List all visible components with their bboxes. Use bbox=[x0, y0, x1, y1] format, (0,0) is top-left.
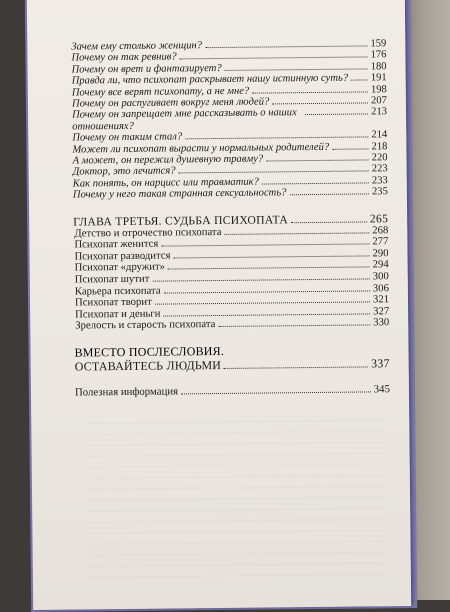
leader-dots bbox=[168, 267, 370, 270]
leader-dots bbox=[185, 137, 368, 140]
chapter-item-title: Психопат и деньги bbox=[75, 307, 161, 321]
useful-info-entry bbox=[75, 383, 390, 398]
toc-entry-page: 176 bbox=[370, 49, 387, 61]
chapter-item-page: 290 bbox=[372, 247, 389, 260]
toc-entry-title: Почему он так ревнив? bbox=[71, 51, 177, 64]
leader-dots bbox=[173, 255, 369, 258]
toc-entry-page: 218 bbox=[371, 140, 388, 153]
chapter-item-page: 294 bbox=[372, 258, 389, 271]
toc-entry-title: Почему он врет и фантазирует? bbox=[71, 62, 222, 76]
toc-entry-page: 235 bbox=[371, 186, 388, 198]
toc-entry-page: 220 bbox=[371, 152, 388, 164]
toc-entry-page: 207 bbox=[370, 95, 387, 107]
toc-entry-title: Почему все верят психопату, а не мне? bbox=[71, 85, 250, 99]
toc-entry-title: Доктор, это лечится? bbox=[72, 165, 176, 178]
leader-dots bbox=[262, 182, 369, 184]
leader-dots bbox=[305, 114, 368, 116]
chapter-item-title: Психопат шутит bbox=[74, 272, 150, 286]
toc-entry-title: Почему он запрещает мне рассказывать о наших отношениях? bbox=[72, 107, 297, 133]
afterword-title-line1: ВМЕСТО ПОСЛЕСЛОВИЯ. bbox=[74, 343, 225, 360]
leader-dots bbox=[351, 80, 368, 81]
chapter-item-title: Психопат женится bbox=[74, 237, 159, 251]
toc-entry-title: А может, он пережил душевную травму? bbox=[72, 153, 264, 167]
chapter-item-page: 327 bbox=[373, 305, 390, 318]
afterword-page: 337 bbox=[370, 355, 390, 370]
useful-info-title: Полезная информация bbox=[74, 385, 179, 399]
toc-entry-page: 233 bbox=[371, 175, 388, 187]
chapter-item-title: Карьера психопата bbox=[74, 284, 161, 298]
toc-entry-page: 198 bbox=[370, 83, 387, 96]
chapter-item-title: Психопат разводится bbox=[74, 249, 171, 263]
chapter-item-page: 321 bbox=[372, 293, 390, 306]
toc-entry-page: 191 bbox=[370, 72, 387, 84]
chapter-item-page: 330 bbox=[373, 316, 390, 329]
afterword-section bbox=[74, 343, 389, 373]
toc-entry-page: 159 bbox=[370, 38, 387, 50]
leader-dots bbox=[181, 391, 371, 394]
toc-entry-page: 180 bbox=[370, 61, 387, 73]
leader-dots bbox=[272, 102, 368, 104]
book-page bbox=[27, 0, 411, 610]
table-of-contents bbox=[71, 38, 390, 398]
leader-dots bbox=[252, 91, 368, 93]
toc-entry-title: Как понять, он нарцисс или травматик? bbox=[72, 176, 259, 190]
chapter-item-title: Зрелость и старость психопата bbox=[75, 318, 216, 332]
leader-dots bbox=[163, 313, 370, 316]
toc-entry-page: 213 bbox=[371, 106, 388, 118]
chapter-item-title: Психопат творит bbox=[74, 295, 152, 309]
chapter-items bbox=[74, 225, 389, 333]
toc-entry-title: Зачем ему столько женщин? bbox=[71, 40, 203, 53]
toc-entry-title: Почему он распугивает вокруг меня людей? bbox=[71, 96, 270, 110]
leader-dots bbox=[164, 290, 370, 293]
afterword-title-line2: ОСТАВАЙТЕСЬ ЛЮДЬМИ bbox=[74, 357, 222, 374]
chapter-item-page: 277 bbox=[372, 235, 389, 248]
leader-dots bbox=[152, 278, 369, 281]
toc-entries bbox=[71, 38, 388, 201]
chapter-section bbox=[73, 212, 389, 333]
toc-entry-title: Почему у него такая странная сексуальность? bbox=[72, 187, 287, 201]
useful-info-section bbox=[75, 383, 390, 398]
toc-entry-page: 223 bbox=[371, 163, 388, 175]
leader-dots bbox=[224, 366, 368, 369]
leader-dots bbox=[179, 171, 369, 174]
leader-dots bbox=[291, 221, 367, 223]
toc-entry-title: Правда ли, что психопат раскрывает нашу истинную суть? bbox=[71, 72, 349, 87]
show-through-texture bbox=[83, 410, 385, 583]
chapter-item-page: 268 bbox=[372, 223, 389, 237]
chapter-item bbox=[75, 318, 389, 333]
toc-entry bbox=[73, 187, 388, 202]
leader-dots bbox=[161, 244, 369, 247]
chapter-item-title: Детство и отрочество психопата bbox=[74, 225, 222, 240]
afterword-entry bbox=[75, 357, 390, 374]
chapter-item-title: Психопат «дружит» bbox=[74, 261, 166, 274]
toc-entry-title: Почему он таким стал? bbox=[72, 131, 183, 144]
useful-info-page: 345 bbox=[373, 383, 391, 396]
leader-dots bbox=[224, 232, 369, 235]
leader-dots bbox=[289, 194, 369, 196]
leader-dots bbox=[225, 68, 368, 70]
leader-dots bbox=[218, 325, 370, 328]
leader-dots bbox=[155, 302, 370, 305]
leader-dots bbox=[332, 148, 368, 149]
toc-entry-page: 214 bbox=[371, 129, 388, 141]
chapter-item-page: 300 bbox=[372, 270, 389, 283]
leader-dots bbox=[180, 57, 368, 60]
chapter-title: ГЛАВА ТРЕТЬЯ. СУДЬБА ПСИХОПАТА bbox=[73, 212, 289, 229]
chapter-page: 265 bbox=[369, 211, 389, 226]
leader-dots bbox=[266, 159, 368, 161]
toc-entry-title: Может ли психопат вырасти у нормальных родителей? bbox=[72, 141, 330, 156]
toc-entry bbox=[72, 107, 387, 133]
chapter-item-page: 306 bbox=[372, 281, 389, 295]
leader-dots bbox=[205, 45, 367, 48]
